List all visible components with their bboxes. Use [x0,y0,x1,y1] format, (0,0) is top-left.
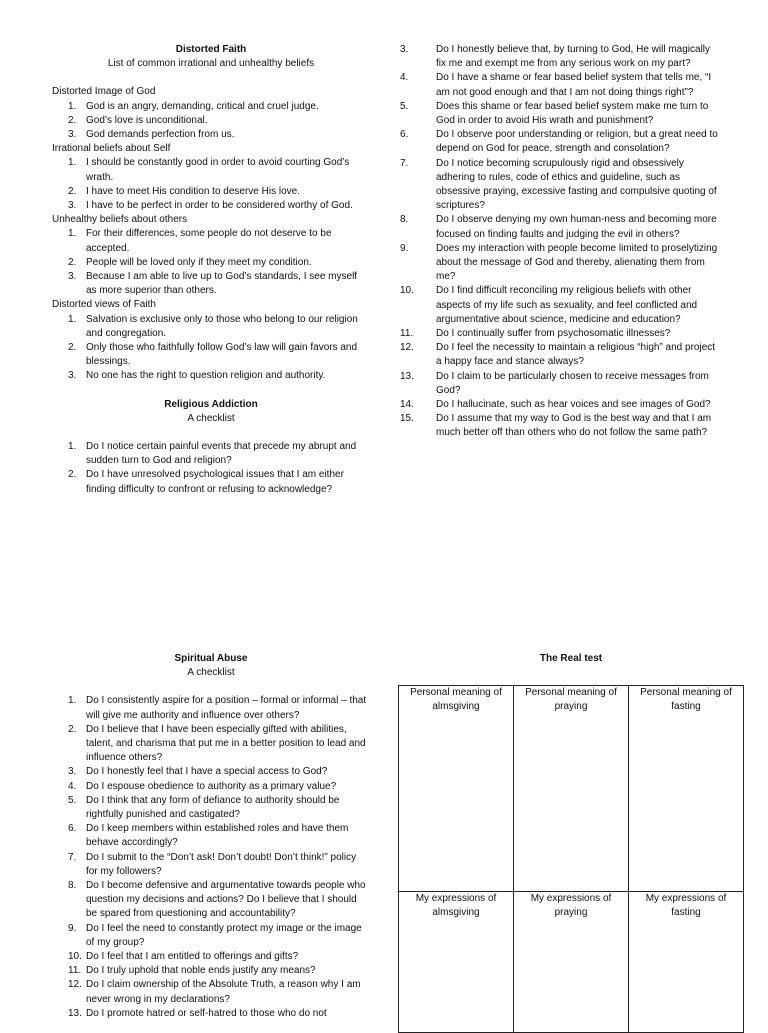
right-column-top [400,43,718,441]
list-item [52,256,370,270]
list-item-text: Do I assume that my way to God is the best way and that I am much better off than others who do not follow the same path? [436,413,712,439]
list-item-text: Do I honestly feel that I have a special access to God? [86,766,328,778]
list-item-text: Do I notice becoming scrupulously rigid and obsessively adhering to rules, code of ethics and guideline, such as obsessive praying, excessive fasting and compulsive quoting of scriptures? [436,157,717,212]
list-item-text: Do I think that any form of defiance to authority should be rightfully punished and castigated? [86,794,340,821]
spiritual-abuse-subtitle: A checklist [187,667,235,679]
distorted-faith-sections [52,85,370,383]
list-item [52,964,370,978]
list-item [400,43,718,71]
list-item-text: Do I honestly believe that, by turning to God, He will magically fix me and exempt me from any serious work on my part? [436,44,711,70]
real-test-title: The Real test [539,653,603,664]
list-item-text: Only those who faithfully follow God’s law will gain favors and blessings. [86,342,358,368]
list-item [400,71,718,99]
list-item-number: 2. [68,723,77,735]
list-item [52,1007,370,1021]
list-item-text: No one has the right to question religion and authority. [86,370,326,382]
spiritual-abuse-title: Spiritual Abuse [174,653,248,664]
list-item [400,242,718,285]
religious-addiction-subtitle: A checklist [187,412,235,424]
list-item [52,950,370,964]
list-item-number: 1. [68,100,77,112]
spiritual-abuse-list [52,694,370,1021]
list-item-number: 4. [68,780,77,792]
list-item-text: Do I find difficult reconciling my religious beliefs with other aspects of my life such as sexuality, and feel conflicted and argumentative about science, medicine and education? [436,285,698,325]
list-item [52,313,370,341]
list-item-number: 3. [68,200,77,212]
list-item [52,978,370,1006]
list-item-text: Does this shame or fear based belief system make me turn to God in order to avoid His wrath and punishment? [436,100,709,127]
list-item-text: I should be constantly good in order to avoid courting God’s wrath. [86,157,350,183]
list-item [52,765,370,779]
religious-addiction-list-part1 [52,440,370,497]
list-item [52,822,370,850]
list-item [52,369,370,383]
list-item-number: 7. [68,851,77,863]
list-item-text: Do I claim to be particularly chosen to receive messages from God? [436,370,709,396]
list-item [400,100,718,128]
section-heading: Distorted views of Faith [52,299,156,311]
section-heading: Unhealthy beliefs about others [52,214,188,226]
list-item-number: 2. [68,185,77,197]
list-item-text: God demands perfection from us. [86,129,235,141]
list-item [52,114,370,128]
list-item-number: 3. [68,129,77,141]
list-item-text: Do I observe poor understanding or religion, but a great need to depend on God for peace, strength and consolation? [436,129,718,155]
list-item-text: Do I espouse obedience to authority as a primary value? [86,780,337,792]
list-item-number: 9. [68,922,77,934]
list-item-number: 12. [400,342,414,354]
list-item-number: 1. [68,441,77,453]
table-cell: My expressions of praying [514,892,629,1033]
table-cell: My expressions of fasting [629,892,744,1033]
real-test-table [398,685,744,1033]
list-item [52,156,370,184]
list-item-text: Do I promote hatred or self-hatred to those who do not [86,1007,327,1019]
list-item-number: 1. [68,695,77,707]
list-item [52,851,370,879]
table-cell: Personal meaning of fasting [629,686,744,892]
list-item-text: Do I feel the necessity to maintain a religious “high” and project a happy face and stance always? [436,342,716,368]
list-item [400,341,718,369]
list-item-text: Do I truly uphold that noble ends justify any means? [86,965,316,977]
list-item-text: Do I hallucinate, such as hear voices and see images of God? [436,399,711,411]
list-item [52,723,370,766]
list-item-text: I have to be perfect in order to be considered worthy of God. [86,200,353,212]
list-item-number: 11. [68,965,82,977]
list-item [400,128,718,156]
list-item-number: 3. [68,766,77,778]
list-item [52,270,370,298]
list-item-number: 3. [68,370,77,382]
list-item-number: 10. [400,285,414,297]
list-item-number: 2. [68,256,77,268]
section-list [52,100,370,143]
list-item-number: 6. [400,129,409,141]
section-list [52,313,370,384]
list-item-number: 1. [68,313,77,325]
list-item-text: Do I notice certain painful events that precede my abrupt and sudden turn to God and religion? [86,441,357,467]
list-item [400,398,718,412]
list-item-text: People will be loved only if they meet my condition. [86,256,312,268]
list-item-number: 6. [68,823,77,835]
list-item [52,780,370,794]
list-item-number: 1. [68,228,77,240]
list-item-text: I have to meet His condition to deserve His love. [86,185,300,197]
list-item-text: Does my interaction with people become limited to proselytizing about the message of God and thereby, alienating them from me? [436,242,718,283]
list-item [52,128,370,142]
list-item-number: 5. [68,794,77,806]
left-column-top [52,43,370,497]
list-item [52,199,370,213]
list-item-number: 2. [68,342,77,354]
list-item-number: 3. [68,271,77,283]
list-item-number: 8. [400,214,409,226]
distorted-faith-subtitle: List of common irrational and unhealthy beliefs [107,58,315,70]
religious-addiction-title: Religious Addiction [164,398,258,410]
list-item-number: 5. [400,100,409,112]
list-item-number: 2. [68,469,77,481]
list-item [400,370,718,398]
religious-addiction-list-part2 [400,43,718,441]
list-item-text: Do I submit to the “Don’t ask! Don’t doubt! Don’t think!” policy for my followers? [86,851,357,877]
list-item-number: 12. [68,979,82,991]
list-item [52,341,370,369]
distorted-faith-title: Distorted Faith [175,44,247,55]
table-row [399,892,744,1033]
list-item [52,227,370,255]
list-item-text: Do I observe denying my own human-ness and becoming more focused on finding faults and judging the evil in others? [436,214,717,240]
list-item-number: 3. [400,44,409,55]
list-item-text: Do I feel that I am entitled to offerings and gifts? [86,951,299,963]
list-item-number: 14. [400,399,414,411]
list-item-number: 13. [400,370,414,382]
list-item [400,412,718,440]
list-item [52,922,370,950]
list-item-text: Because I am able to live up to God’s standards, I see myself as more superior than others. [86,271,358,297]
list-item-text: Do I believe that I have been especially gifted with abilities, talent, and charisma that put me in a better position to lead and influence others? [86,723,366,764]
list-item-text: Do I consistently aspire for a position – formal or informal – that will give me authority and influence over others? [86,695,367,721]
list-item [400,284,718,327]
list-item-number: 2. [68,114,77,126]
list-item [52,440,370,468]
list-item-number: 15. [400,413,414,425]
table-cell: Personal meaning of almsgiving [399,686,514,892]
table-cell: My expressions of almsgiving [399,892,514,1033]
section-list [52,156,370,213]
list-item-number: 11. [400,328,414,340]
list-item [400,213,718,241]
list-item-text: Do I continually suffer from psychosomatic illnesses? [436,328,671,340]
left-column-bottom [52,652,370,1021]
list-item-text: Do I have a shame or fear based belief system that tells me, “I am not good enough and that I am not doing things right”? [436,72,712,98]
list-item-text: Do I have unresolved psychological issues that I am either finding difficulty to confront or refusing to acknowledge? [86,469,344,495]
list-item-number: 1. [68,157,77,169]
list-item-text: Do I feel the need to constantly protect my image or the image of my group? [86,922,362,948]
table-cell: Personal meaning of praying [514,686,629,892]
list-item-text: God’s love is unconditional. [86,114,208,126]
list-item-text: Do I keep members within established roles and have them behave accordingly? [86,823,349,849]
list-item-number: 4. [400,72,409,84]
list-item [52,100,370,114]
list-item-text: God is an angry, demanding, critical and cruel judge. [86,100,319,112]
list-item [400,157,718,214]
list-item-text: Do I become defensive and argumentative towards people who question my decisions and actions? Do I believe that I should be spared from questioning and accountability? [86,880,366,920]
section-heading: Distorted Image of God [52,86,156,98]
list-item [400,327,718,341]
list-item-number: 13. [68,1007,82,1019]
list-item [52,468,370,496]
list-item [52,794,370,822]
list-item [52,185,370,199]
section-list [52,227,370,298]
list-item-text: Do I claim ownership of the Absolute Truth, a reason why I am never wrong in my declarations? [86,979,361,1005]
list-item [52,879,370,922]
list-item-text: Salvation is exclusive only to those who belong to our religion and congregation. [86,313,358,339]
table-row [399,686,744,892]
list-item-text: For their differences, some people do not deserve to be accepted. [86,228,332,254]
list-item-number: 10. [68,951,82,963]
list-item-number: 7. [400,157,409,169]
list-item-number: 8. [68,880,77,892]
list-item [52,694,370,722]
list-item-number: 9. [400,242,409,254]
section-heading: Irrational beliefs about Self [52,143,171,155]
